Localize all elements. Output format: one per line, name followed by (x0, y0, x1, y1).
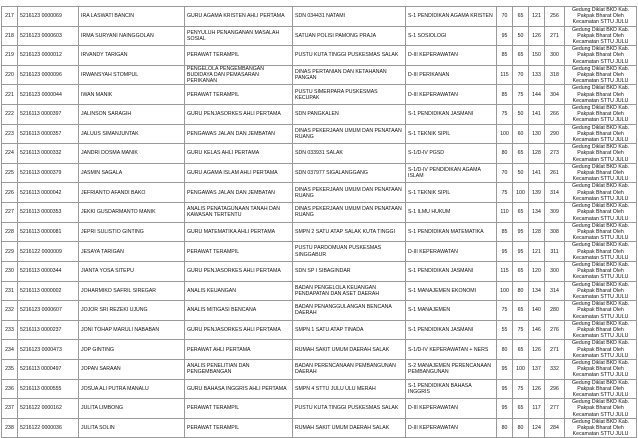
location-cell: Gedung Diklat BKD Kab. Pakpak Bharat Oleh Kecamatan STTU JULU (565, 105, 637, 125)
education-cell: S-1 MANAJEMEN (406, 301, 497, 321)
score-3-cell: 126 (529, 340, 545, 360)
score-3-cell: 146 (529, 320, 545, 340)
score-1-cell: 80 (497, 144, 513, 164)
score-2-cell: 50 (513, 105, 529, 125)
name-cell: JEPRI SULISTIO GINTING (79, 222, 185, 242)
position-cell: GURU PENJASORKES AHLI PERTAMA (185, 105, 293, 125)
nip-cell: 5216113 0000497 (18, 359, 79, 379)
score-3-cell: 117 (529, 399, 545, 419)
education-cell: D-III KEPERAWATAN (406, 242, 497, 262)
total-score-cell: 314 (545, 281, 565, 301)
position-cell: PERAWAT TERAMPIL (185, 418, 293, 438)
score-2-cell: 75 (513, 85, 529, 105)
row-number-cell: 231 (2, 281, 18, 301)
education-cell: S-1 SOSIOLOGI (406, 26, 497, 46)
nip-cell: 5216113 0000555 (18, 379, 79, 399)
location-cell: Gedung Diklat BKD Kab. Pakpak Bharat Oleh Kecamatan STTU JULU (565, 418, 637, 438)
position-cell: PERAWAT TERAMPIL (185, 399, 293, 419)
table-row (2, 183, 637, 203)
education-cell: S-1/D-IV PGSD (406, 144, 497, 164)
position-cell: PERAWAT AHLI PERTAMA (185, 340, 293, 360)
score-2-cell: 80 (513, 281, 529, 301)
score-1-cell: 85 (497, 85, 513, 105)
row-number-cell: 218 (2, 26, 18, 46)
location-cell: Gedung Diklat BKD Kab. Pakpak Bharat Oleh Kecamatan STTU JULU (565, 26, 637, 46)
position-cell: ANALIS PENELITIAN DAN PENGEMBANGAN (185, 359, 293, 379)
position-cell: GURU BAHASA INGGRIS AHLI PERTAMA (185, 379, 293, 399)
row-number-cell: 232 (2, 301, 18, 321)
unit-cell: SDN PANGKALEN (293, 105, 406, 125)
score-2-cell: 65 (513, 144, 529, 164)
nip-cell: 5216113 0000002 (18, 281, 79, 301)
score-2-cell: 65 (513, 46, 529, 66)
total-score-cell: 332 (545, 359, 565, 379)
nip-cell: 5216123 0000012 (18, 46, 79, 66)
name-cell: JIANTA YOSA SITEPU (79, 261, 185, 281)
score-1-cell: 115 (497, 65, 513, 85)
table-body (2, 7, 637, 438)
position-cell: PERAWAT TERAMPIL (185, 242, 293, 262)
education-cell: S-1 PENDIDIKAN JASMANI (406, 320, 497, 340)
total-score-cell: 300 (545, 261, 565, 281)
row-number-cell: 226 (2, 183, 18, 203)
name-cell: IRWANSYAH STOMPUL (79, 65, 185, 85)
score-2-cell: 100 (513, 359, 529, 379)
row-number-cell: 217 (2, 7, 18, 27)
total-score-cell: 300 (545, 46, 565, 66)
position-cell: ANALIS KEUANGAN (185, 281, 293, 301)
score-3-cell: 128 (529, 222, 545, 242)
unit-cell: SDN 034431 NATAMI (293, 7, 406, 27)
score-1-cell: 100 (497, 124, 513, 144)
nip-cell: 5216123 0000607 (18, 301, 79, 321)
nip-cell: 5216113 0000397 (18, 105, 79, 125)
score-2-cell: 75 (513, 379, 529, 399)
name-cell: JESAYA TARIGAN (79, 242, 185, 262)
score-1-cell: 80 (497, 418, 513, 438)
score-1-cell: 115 (497, 261, 513, 281)
location-cell: Gedung Diklat BKD Kab. Pakpak Bharat Oleh Kecamatan STTU JULU (565, 203, 637, 223)
location-cell: Gedung Diklat BKD Kab. Pakpak Bharat Oleh Kecamatan STTU JULU (565, 359, 637, 379)
unit-cell: BADAN PERENCANAAN PEMBANGUNAN DAERAH (293, 359, 406, 379)
location-cell: Gedung Diklat BKD Kab. Pakpak Bharat Oleh Kecamatan STTU JULU (565, 7, 637, 27)
nip-cell: 5216113 0000379 (18, 163, 79, 183)
education-cell: S-1 ILMU HUKUM (406, 203, 497, 223)
name-cell: IRA LASWATI BANCIN (79, 7, 185, 27)
score-1-cell: 75 (497, 105, 513, 125)
location-cell: Gedung Diklat BKD Kab. Pakpak Bharat Oleh Kecamatan STTU JULU (565, 301, 637, 321)
education-cell: S-1 PENDIDIKAN JASMANI (406, 261, 497, 281)
score-3-cell: 133 (529, 65, 545, 85)
total-score-cell: 276 (545, 320, 565, 340)
name-cell: JOHARMIKO SAFRIL SIREGAR (79, 281, 185, 301)
location-cell: Gedung Diklat BKD Kab. Pakpak Bharat Oleh Kecamatan STTU JULU (565, 183, 637, 203)
score-3-cell: 120 (529, 261, 545, 281)
education-cell: S-1 TEKNIK SIPIL (406, 183, 497, 203)
score-1-cell: 95 (497, 359, 513, 379)
total-score-cell: 309 (545, 203, 565, 223)
score-1-cell: 100 (497, 281, 513, 301)
nip-cell: 5216113 0000237 (18, 320, 79, 340)
total-score-cell: 266 (545, 105, 565, 125)
name-cell: JOPAN SARAAN (79, 359, 185, 379)
row-number-cell: 224 (2, 144, 18, 164)
total-score-cell: 277 (545, 399, 565, 419)
score-1-cell: 95 (497, 379, 513, 399)
position-cell: PERAWAT TERAMPIL (185, 46, 293, 66)
score-1-cell: 80 (497, 340, 513, 360)
table-row (2, 301, 637, 321)
name-cell: JOP GINTING (79, 340, 185, 360)
education-cell: D-III PERIKANAN (406, 65, 497, 85)
nip-cell: 5216123 0000096 (18, 65, 79, 85)
total-score-cell: 273 (545, 144, 565, 164)
unit-cell: DINAS PEKERJAAN UMUM DAN PENATAAN RUANG (293, 124, 406, 144)
nip-cell: 5216122 0000036 (18, 418, 79, 438)
unit-cell: DINAS PEKERJAAN UMUM DAN PENATAAN RUANG (293, 183, 406, 203)
education-cell: S-2 MANAJEMEN PERENCANAAN PEMBANGUNAN (406, 359, 497, 379)
row-number-cell: 221 (2, 85, 18, 105)
score-1-cell: 95 (497, 399, 513, 419)
table-row (2, 399, 637, 419)
nip-cell: 5216113 0000332 (18, 144, 79, 164)
row-number-cell: 238 (2, 418, 18, 438)
score-2-cell: 65 (513, 340, 529, 360)
education-cell: D-III KEPERAWATAN (406, 46, 497, 66)
position-cell: PENGAWAS JALAN DAN JEMBATAN (185, 183, 293, 203)
score-1-cell: 110 (497, 203, 513, 223)
unit-cell: SMPN 1 SATU ATAP TINADA (293, 320, 406, 340)
education-cell: S-1 MANAJEMEN EKONOMI (406, 281, 497, 301)
table-row (2, 379, 637, 399)
row-number-cell: 227 (2, 203, 18, 223)
score-1-cell: 75 (497, 301, 513, 321)
position-cell: GURU MATEMATIKA AHLI PERTAMA (185, 222, 293, 242)
position-cell: GURU KELAS AHLI PERTAMA (185, 144, 293, 164)
education-cell: S-1 PENDIDIKAN MATEMATIKA (406, 222, 497, 242)
table-row (2, 26, 637, 46)
location-cell: Gedung Diklat BKD Kab. Pakpak Bharat Oleh Kecamatan STTU JULU (565, 340, 637, 360)
score-3-cell: 140 (529, 301, 545, 321)
location-cell: Gedung Diklat BKD Kab. Pakpak Bharat Oleh Kecamatan STTU JULU (565, 222, 637, 242)
score-3-cell: 126 (529, 26, 545, 46)
name-cell: JONI TOHAP MARULI NABABAN (79, 320, 185, 340)
row-number-cell: 230 (2, 261, 18, 281)
location-cell: Gedung Diklat BKD Kab. Pakpak Bharat Oleh Kecamatan STTU JULU (565, 124, 637, 144)
score-2-cell: 50 (513, 163, 529, 183)
unit-cell: SATUAN POLISI PAMONG PRAJA (293, 26, 406, 46)
education-cell: S-1 TEKNIK SIPIL (406, 124, 497, 144)
score-3-cell: 144 (529, 85, 545, 105)
location-cell: Gedung Diklat BKD Kab. Pakpak Bharat Oleh Kecamatan STTU JULU (565, 85, 637, 105)
nip-cell: 5216113 0000357 (18, 124, 79, 144)
row-number-cell: 220 (2, 65, 18, 85)
row-number-cell: 233 (2, 320, 18, 340)
unit-cell: SDN 037977 SIGALANGGANG (293, 163, 406, 183)
total-score-cell: 308 (545, 222, 565, 242)
total-score-cell: 318 (545, 65, 565, 85)
table-row (2, 222, 637, 242)
row-number-cell: 219 (2, 46, 18, 66)
table-row (2, 163, 637, 183)
position-cell: ANALIS MITIGASI BENCANA (185, 301, 293, 321)
unit-cell: SMPN 2 SATU ATAP SALAK KUTA TINGGI (293, 222, 406, 242)
location-cell: Gedung Diklat BKD Kab. Pakpak Bharat Oleh Kecamatan STTU JULU (565, 261, 637, 281)
nip-cell: 5216122 0000162 (18, 399, 79, 419)
unit-cell: PUSTU PARDOMUAN PUSKESMAS SINGGABUR (293, 242, 406, 262)
score-2-cell: 65 (513, 203, 529, 223)
score-3-cell: 141 (529, 163, 545, 183)
nip-cell: 5216113 0000042 (18, 183, 79, 203)
row-number-cell: 229 (2, 242, 18, 262)
table-row (2, 320, 637, 340)
row-number-cell: 235 (2, 359, 18, 379)
nip-cell: 5216123 0000473 (18, 340, 79, 360)
total-score-cell: 261 (545, 163, 565, 183)
table-row (2, 105, 637, 125)
total-score-cell: 311 (545, 242, 565, 262)
total-score-cell: 271 (545, 26, 565, 46)
nip-cell: 5216122 0000009 (18, 242, 79, 262)
name-cell: JEKKI GUSDARMANTO MANIK (79, 203, 185, 223)
education-cell: D-III KEPERAWATAN (406, 418, 497, 438)
education-cell: D-III KEPERAWATAN (406, 85, 497, 105)
name-cell: IWAN MANIK (79, 85, 185, 105)
score-1-cell: 75 (497, 183, 513, 203)
education-cell: D-III KEPERAWATAN (406, 399, 497, 419)
education-cell: S-1 PENDIDIKAN BAHASA INGGRIS (406, 379, 497, 399)
position-cell: PENGAWAS JALAN DAN JEMBATAN (185, 124, 293, 144)
score-3-cell: 137 (529, 359, 545, 379)
score-2-cell: 75 (513, 320, 529, 340)
nip-cell: 5216113 0000353 (18, 203, 79, 223)
name-cell: JALINSON SARAGIH (79, 105, 185, 125)
score-2-cell: 50 (513, 26, 529, 46)
score-1-cell: 95 (497, 26, 513, 46)
score-2-cell: 100 (513, 183, 529, 203)
name-cell: JEFRIANTO AFANDI BAKO (79, 183, 185, 203)
unit-cell: BADAN PENANGGULANGAN BENCANA DAERAH (293, 301, 406, 321)
table-row (2, 144, 637, 164)
position-cell: ANALIS PENATAGUNAAN TANAH DAN KAWASAN TERTENTU (185, 203, 293, 223)
score-1-cell: 70 (497, 7, 513, 27)
score-2-cell: 60 (513, 124, 529, 144)
education-cell: S-1/D-IV KEPERAWATAN + NERS (406, 340, 497, 360)
score-1-cell: 85 (497, 222, 513, 242)
name-cell: JULITA SOLIN (79, 418, 185, 438)
unit-cell: SDN 033931 SALAK (293, 144, 406, 164)
location-cell: Gedung Diklat BKD Kab. Pakpak Bharat Oleh Kecamatan STTU JULU (565, 144, 637, 164)
score-3-cell: 139 (529, 183, 545, 203)
unit-cell: PUSTU KUTA TINGGI PUSKESMAS SALAK (293, 399, 406, 419)
position-cell: GURU AGAMA KRISTEN AHLI PERTAMA (185, 7, 293, 27)
score-3-cell: 124 (529, 418, 545, 438)
unit-cell: PUSTU SIMERPARA PUSKESMAS KECUPAK (293, 85, 406, 105)
location-cell: Gedung Diklat BKD Kab. Pakpak Bharat Oleh Kecamatan STTU JULU (565, 281, 637, 301)
score-3-cell: 134 (529, 281, 545, 301)
name-cell: JANDRI DOSMA MANIK (79, 144, 185, 164)
row-number-cell: 225 (2, 163, 18, 183)
location-cell: Gedung Diklat BKD Kab. Pakpak Bharat Oleh Kecamatan STTU JULU (565, 242, 637, 262)
location-cell: Gedung Diklat BKD Kab. Pakpak Bharat Oleh Kecamatan STTU JULU (565, 163, 637, 183)
position-cell: PENYULUH PENANGANAN MASALAH SOSIAL (185, 26, 293, 46)
nip-cell: 5216113 0000344 (18, 261, 79, 281)
unit-cell: RUMAH SAKIT UMUM DAERAH SALAK (293, 340, 406, 360)
position-cell: PENGELOLA PENGEMBANGAN BUDIDAYA DAN PEMASARAN PERIKANAN (185, 65, 293, 85)
name-cell: JASMIN SAGALA (79, 163, 185, 183)
unit-cell: SDN SP I SIBAGINDAR (293, 261, 406, 281)
score-3-cell: 121 (529, 242, 545, 262)
table-row (2, 7, 637, 27)
score-2-cell: 65 (513, 301, 529, 321)
name-cell: JOSUA ALI PUTRA MANALU (79, 379, 185, 399)
row-number-cell: 236 (2, 379, 18, 399)
nip-cell: 5216123 0000069 (18, 7, 79, 27)
nip-cell: 5216113 0000081 (18, 222, 79, 242)
position-cell: GURU PENJASORKES AHLI PERTAMA (185, 261, 293, 281)
table-row (2, 359, 637, 379)
score-2-cell: 95 (513, 222, 529, 242)
location-cell: Gedung Diklat BKD Kab. Pakpak Bharat Oleh Kecamatan STTU JULU (565, 320, 637, 340)
unit-cell: RUMAH SAKIT UMUM DAERAH SALAK (293, 418, 406, 438)
table-row (2, 242, 637, 262)
name-cell: IRMA SURYANI NAINGGOLAN (79, 26, 185, 46)
table-row (2, 46, 637, 66)
location-cell: Gedung Diklat BKD Kab. Pakpak Bharat Oleh Kecamatan STTU JULU (565, 399, 637, 419)
unit-cell: PUSTU KUTA TINGGI PUSKESMAS SALAK (293, 46, 406, 66)
name-cell: JOJOR SRI REZEKI UJUNG (79, 301, 185, 321)
score-3-cell: 126 (529, 379, 545, 399)
score-3-cell: 121 (529, 7, 545, 27)
location-cell: Gedung Diklat BKD Kab. Pakpak Bharat Oleh Kecamatan STTU JULU (565, 65, 637, 85)
total-score-cell: 284 (545, 418, 565, 438)
row-number-cell: 234 (2, 340, 18, 360)
total-score-cell: 271 (545, 340, 565, 360)
score-3-cell: 130 (529, 124, 545, 144)
location-cell: Gedung Diklat BKD Kab. Pakpak Bharat Oleh Kecamatan STTU JULU (565, 46, 637, 66)
score-2-cell: 80 (513, 418, 529, 438)
education-cell: S-1 PENDIDIKAN AGAMA KRISTEN (406, 7, 497, 27)
position-cell: GURU AGAMA ISLAM AHLI PERTAMA (185, 163, 293, 183)
results-table (1, 6, 637, 438)
score-2-cell: 65 (513, 7, 529, 27)
education-cell: S-1 PENDIDIKAN JASMANI (406, 105, 497, 125)
table-row (2, 65, 637, 85)
name-cell: JULITA LIMBONG (79, 399, 185, 419)
table-row (2, 203, 637, 223)
table-row (2, 340, 637, 360)
row-number-cell: 237 (2, 399, 18, 419)
unit-cell: DINAS PEKERJAAN UMUM DAN PENATAAN RUANG (293, 203, 406, 223)
total-score-cell: 314 (545, 183, 565, 203)
unit-cell: BADAN PENGELOLA KEUANGAN PENDAPATAN DAN ASET DAERAH (293, 281, 406, 301)
score-2-cell: 70 (513, 65, 529, 85)
table-row (2, 85, 637, 105)
total-score-cell: 256 (545, 7, 565, 27)
score-1-cell: 70 (497, 163, 513, 183)
score-1-cell: 85 (497, 46, 513, 66)
score-2-cell: 95 (513, 242, 529, 262)
score-2-cell: 65 (513, 261, 529, 281)
table-row (2, 281, 637, 301)
name-cell: IRVANDY TARIGAN (79, 46, 185, 66)
score-2-cell: 65 (513, 399, 529, 419)
row-number-cell: 223 (2, 124, 18, 144)
score-1-cell: 95 (497, 242, 513, 262)
name-cell: JALUUS SIMANJUNTAK (79, 124, 185, 144)
unit-cell: SMPN 4 STTU JULU ULU MERAH (293, 379, 406, 399)
unit-cell: DINAS PERTANIAN DAN KETAHANAN PANGAN (293, 65, 406, 85)
table-row (2, 261, 637, 281)
total-score-cell: 296 (545, 379, 565, 399)
nip-cell: 5216123 0000603 (18, 26, 79, 46)
position-cell: GURU PENJASORKES AHLI PERTAMA (185, 320, 293, 340)
nip-cell: 5216123 0000044 (18, 85, 79, 105)
row-number-cell: 222 (2, 105, 18, 125)
score-3-cell: 150 (529, 46, 545, 66)
education-cell: S-1/D-IV PENDIDIKAN AGAMA ISLAM (406, 163, 497, 183)
total-score-cell: 290 (545, 124, 565, 144)
table-row (2, 124, 637, 144)
row-number-cell: 228 (2, 222, 18, 242)
score-3-cell: 141 (529, 105, 545, 125)
location-cell: Gedung Diklat BKD Kab. Pakpak Bharat Oleh Kecamatan STTU JULU (565, 379, 637, 399)
score-3-cell: 134 (529, 203, 545, 223)
score-3-cell: 128 (529, 144, 545, 164)
position-cell: PERAWAT TERAMPIL (185, 85, 293, 105)
total-score-cell: 280 (545, 301, 565, 321)
total-score-cell: 304 (545, 85, 565, 105)
score-1-cell: 55 (497, 320, 513, 340)
table-row (2, 418, 637, 438)
